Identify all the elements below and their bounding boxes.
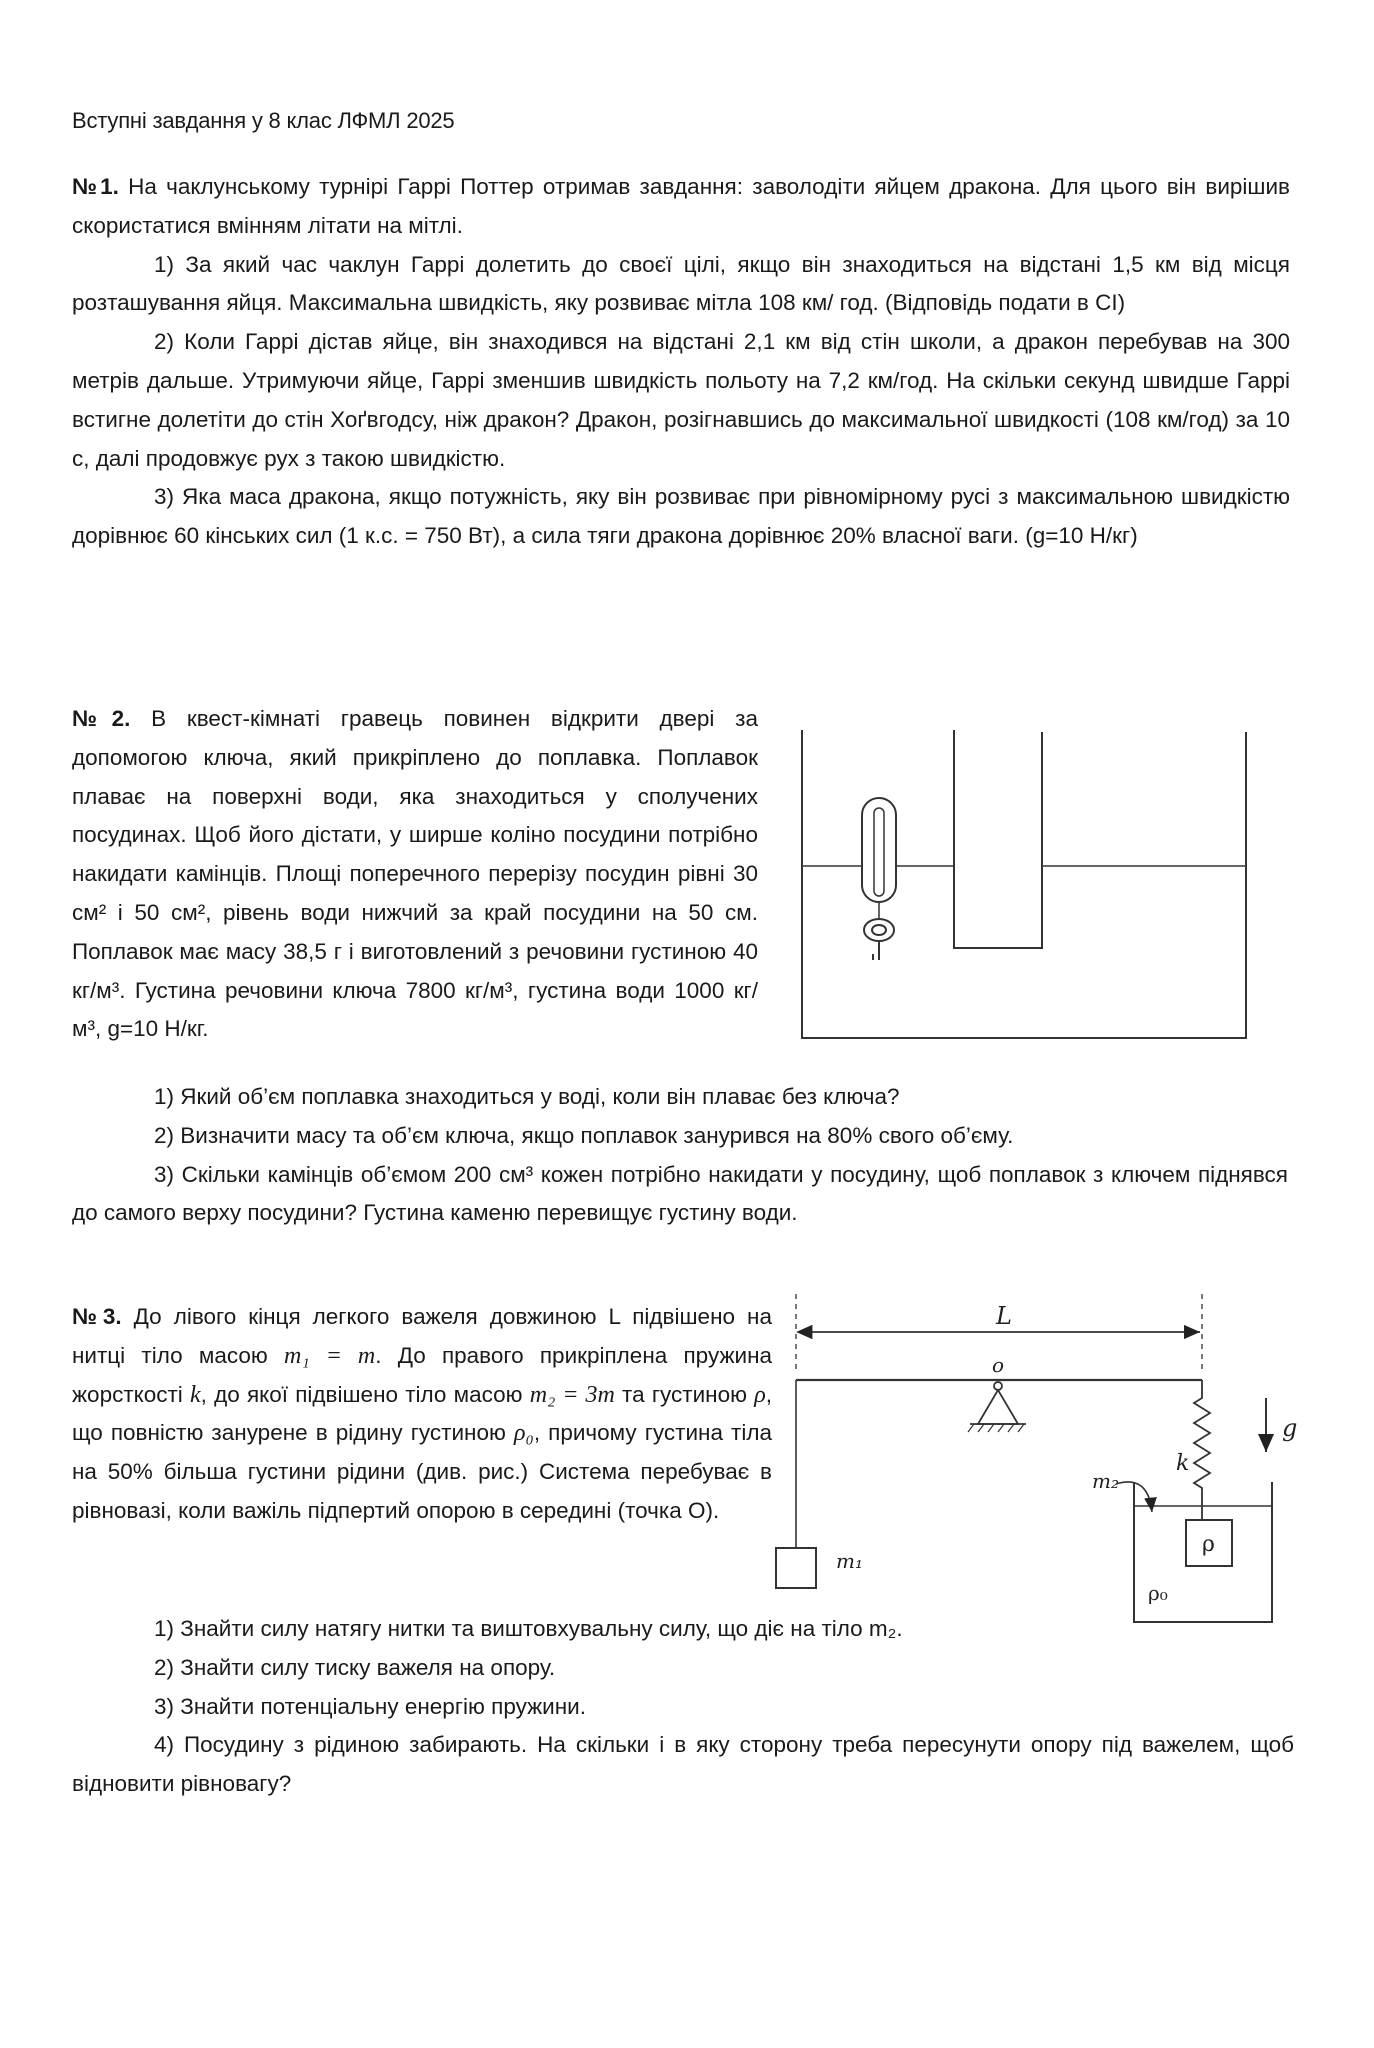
problem-2-number: №2. xyxy=(72,706,131,731)
problem-2-intro-block xyxy=(72,700,758,1049)
spring-icon xyxy=(1194,1380,1210,1520)
label-m2: m₂ xyxy=(1092,1469,1119,1493)
problem-3-questions xyxy=(72,1610,1294,1804)
problem-1-question-3: 3) Яка маса дракона, якщо потужність, яку він розвиває при рівномірному русі з максимальною швидкістю дорівнює 60 кінських сил (1 к.с. = 750 Вт), а сила тяги дракона дорівнює 20% власної ваги. (g=10 Н/кг) xyxy=(72,484,1290,549)
problem-2-questions xyxy=(72,1078,1288,1233)
problem-3-intro-part-2: . До правого прикріплена пружина жорсткості xyxy=(72,1342,773,1407)
problem-3-question-1: 1) Знайти силу натягу нитки та виштовхувальну силу, що діє на тіло m₂. xyxy=(154,1616,903,1641)
problem-3-intro-part-3: , до якої підвішено тіло масою xyxy=(200,1381,530,1407)
label-rho: ρ xyxy=(1202,1532,1215,1557)
problem-2-intro-text: В квест-кімнаті гравець повинен відкрити двері за допомогою ключа, який прикріплено до поплавка. Поплавок плаває на поверхні води, яка знаходиться у сполучених посудинах. Щоб його дістати, у ширше коліно посудини потрібно накидати камінців. Площі поперечного перерізу посудин рівні 30 см² і 50 см², рівень води нижчий за край посудини на 50 см. Поплавок має масу 38,5 г і виготовлений з речовини густиною 40 кг/м³. Густина речовини ключа 7800 кг/м³, густина води 1000 кг/м³, g=10 Н/кг. xyxy=(72,706,758,1042)
vessels-figure xyxy=(796,722,1250,1044)
fulcrum-icon xyxy=(968,1382,1026,1432)
problem-2-question-3: 3) Скільки камінців об’ємом 200 см³ кожен потрібно накидати у посудину, щоб поплавок з ключем піднявся до самого верху посудини? Густина каменю перевищує густину води. xyxy=(72,1161,1288,1226)
problem-3-intro-part-1: До лівого кінця легкого важеля довжиною L підвішено на нитці тіло масою xyxy=(72,1304,772,1368)
label-rho0: ρ₀ xyxy=(1148,1581,1168,1605)
problem-1-question-1: 1) За який час чаклун Гаррі долетить до своєї цілі, якщо він знаходиться на відстані 1,5 км від місця розташування яйця. Максимальна швидкість, яку розвиває мітла 108 км/ год. (Відповідь подати в СІ) xyxy=(72,251,1290,316)
m1-equation: m₁ = m xyxy=(284,1342,376,1369)
problem-3-intro-part-4: та густиною xyxy=(614,1381,755,1407)
page-header: Вступні завдання у 8 клас ЛФМЛ 2025 xyxy=(72,108,455,133)
m2-equation: m₂ = 3m xyxy=(529,1381,615,1408)
problem-3-intro xyxy=(72,1298,772,1531)
vessel-partition xyxy=(954,730,1042,948)
rho-symbol: ρ xyxy=(754,1381,766,1408)
lever-figure xyxy=(764,1294,1320,1630)
problem-3-question-3: 3) Знайти потенціальну енергію пружини. xyxy=(154,1693,586,1719)
problem-3-intro-block xyxy=(72,1298,772,1531)
problem-3-number: №3. xyxy=(72,1304,122,1329)
problem-1-intro-text: На чаклунському турнірі Гаррі Поттер отримав завдання: заволодіти яйцем дракона. Для цього він вирішив скористатися вмінням літати на мітлі. xyxy=(72,174,1290,238)
problem-3-intro-part-5: , що повністю занурене в рідину густиною xyxy=(72,1381,772,1446)
label-g: g xyxy=(1282,1414,1298,1442)
problem-3-question-2: 2) Знайти силу тиску важеля на опору. xyxy=(154,1654,556,1680)
problem-1-question-2: 2) Коли Гаррі дістав яйце, він знаходився на відстані 2,1 км від стін школи, а дракон перебував на 300 метрів дальше. Утримуючи яйце, Гаррі зменшив швидкість польоту на 7,2 км/год. На скільки секунд швидше Гаррі встигне долетіти до стін Хоґвгодсу, ніж дракон? Дракон, розігнавшись до максимальної швидкості (108 км/год) за 10 с, далі продовжує рух з такою швидкістю. xyxy=(72,329,1290,471)
label-o: o xyxy=(992,1353,1005,1377)
label-k: k xyxy=(1176,1451,1190,1476)
problem-1-number: №1. xyxy=(72,174,119,199)
rho0-symbol: ρ₀ xyxy=(513,1420,534,1447)
problem-1-intro xyxy=(72,168,1290,246)
problem-2-question-2: 2) Визначити масу та об’єм ключа, якщо поплавок занурився на 80% свого об’єму. xyxy=(154,1122,1014,1148)
problem-3-intro-part-6: , причому густина тіла на 50% більша густини рідини (див. рис.) Система перебуває в рівновазі, коли важіль підпертий опорою в середині (точка О). xyxy=(72,1420,772,1523)
problem-1 xyxy=(72,168,1290,556)
problem-2-intro xyxy=(72,700,758,1049)
key-icon xyxy=(864,919,894,960)
label-m1: m₁ xyxy=(836,1549,863,1573)
problem-2-question-1: 1) Який об’єм поплавка знаходиться у воді, коли він плаває без ключа? xyxy=(154,1084,900,1109)
problem-3-question-4: 4) Посудину з рідиною забирають. На скільки і в яку сторону треба пересунути опору під важелем, щоб відновити рівновагу? xyxy=(72,1732,1294,1797)
float-icon xyxy=(862,798,896,918)
block-m1 xyxy=(776,1548,816,1588)
label-L: L xyxy=(996,1302,1012,1330)
k-symbol: k xyxy=(190,1381,201,1408)
